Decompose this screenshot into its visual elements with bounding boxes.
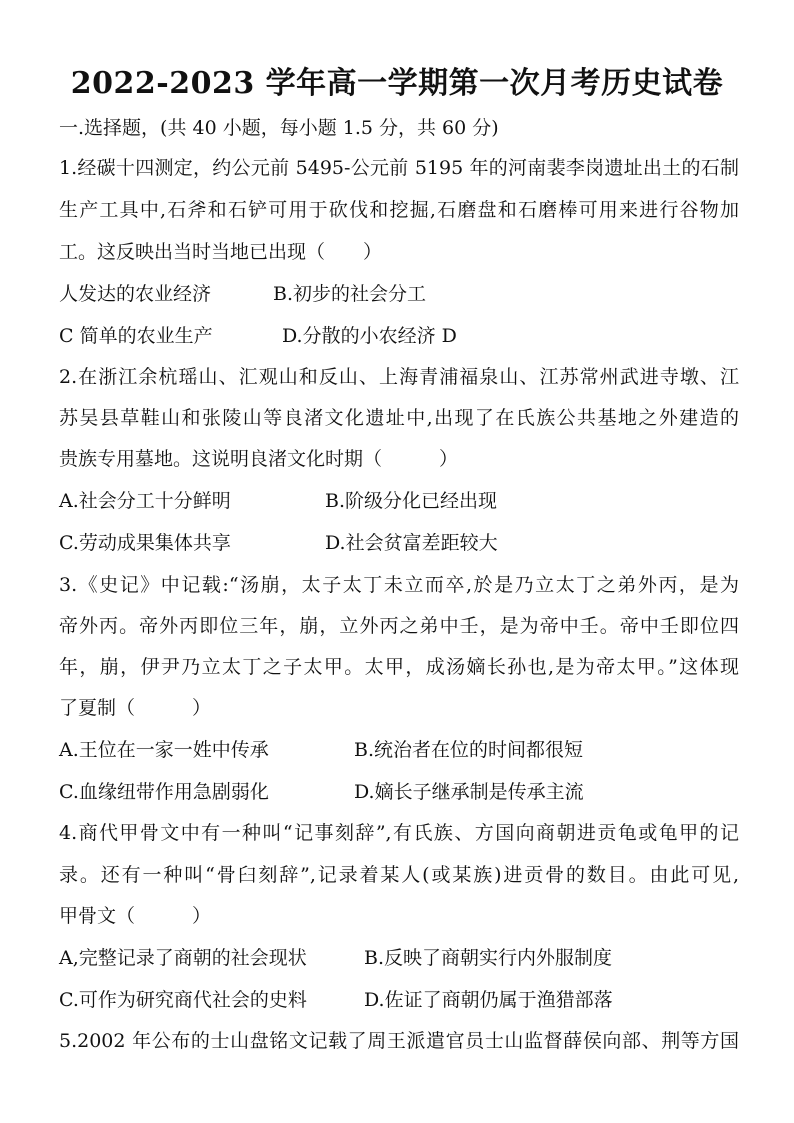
question-1-option-b: B.初步的社会分工 xyxy=(273,283,427,305)
question-1-option-c: C 简单的农业生产 xyxy=(59,325,213,347)
question-3-option-a: A.王位在一家一姓中传承 xyxy=(59,739,269,761)
question-3-line-2: 帝外丙。帝外丙即位三年，崩，立外丙之弟中壬，是为帝中壬。帝中壬即位四 xyxy=(59,615,739,637)
section-heading: 一.选择题，(共 40 小题，每小题 1.5 分，共 60 分) xyxy=(59,117,499,139)
question-2-option-c: C.劳动成果集体共享 xyxy=(59,532,231,554)
question-4-option-c: C.可作为研究商代社会的史料 xyxy=(59,989,307,1011)
question-3-line-4: 了夏制（ ） xyxy=(59,697,212,719)
question-4-line-1: 4.商代甲骨文中有一种叫“记事刻辞”,有氏族、方国向商朝进贡龟或龟甲的记 xyxy=(59,822,739,844)
question-3-line-1: 3.《史记》中记载:“汤崩，太子太丁未立而卒,於是乃立太丁之弟外丙，是为 xyxy=(59,574,739,596)
question-3-option-d: D.嫡长子继承制是传承主流 xyxy=(354,781,584,803)
question-2-option-b: B.阶级分化已经出现 xyxy=(325,490,498,512)
question-2-option-d: D.社会贫富差距较大 xyxy=(325,532,498,554)
question-2-line-1: 2.在浙江余杭瑶山、汇观山和反山、上海青浦福泉山、江苏常州武进寺墩、江 xyxy=(59,366,739,388)
question-4-line-2: 录。还有一种叫“骨臼刻辞”,记录着某人(或某族)进贡骨的数目。由此可见, xyxy=(59,864,739,886)
question-4-option-d: D.佐证了商朝仍属于渔猎部落 xyxy=(364,989,613,1011)
question-5-line-1: 5.2002 年公布的士山盘铭文记载了周王派遣官员士山监督薛侯向部、荆等方国 xyxy=(59,1030,739,1052)
question-1-option-a: 人发达的农业经济 xyxy=(59,283,212,305)
question-4-option-b: B.反映了商朝实行内外服制度 xyxy=(364,947,613,969)
question-1-option-d: D.分散的小农经济 D xyxy=(282,325,457,347)
question-4-line-3: 甲骨文（ ） xyxy=(59,905,212,927)
question-1-line-3: 工。这反映出当时当地已出现（ ） xyxy=(59,241,383,263)
question-1-line-1: 1.经碳十四测定，约公元前 5495-公元前 5195 年的河南裴李岗遗址出土的石制 xyxy=(59,157,739,179)
question-2-option-a: A.社会分工十分鲜明 xyxy=(59,490,231,512)
exam-title: 2022-2023 学年高一学期第一次月考历史试卷 xyxy=(70,66,724,101)
question-2-line-3: 贵族专用墓地。这说明良渚文化时期（ ） xyxy=(59,448,459,470)
question-2-line-2: 苏吴县草鞋山和张陵山等良渚文化遗址中,出现了在氏族公共基地之外建造的 xyxy=(59,407,739,429)
question-3-line-3: 年，崩，伊尹乃立太丁之子太甲。太甲，成汤嫡长孙也,是为帝太甲。”这体现 xyxy=(59,656,739,678)
question-3-option-b: B.统治者在位的时间都很短 xyxy=(354,739,584,761)
question-3-option-c: C.血缘纽带作用急剧弱化 xyxy=(59,781,269,803)
question-4-option-a: A,完整记录了商朝的社会现状 xyxy=(59,947,307,969)
question-1-line-2: 生产工具中,石斧和石铲可用于砍伐和挖掘,石磨盘和石磨棒可用来进行谷物加 xyxy=(59,199,739,221)
